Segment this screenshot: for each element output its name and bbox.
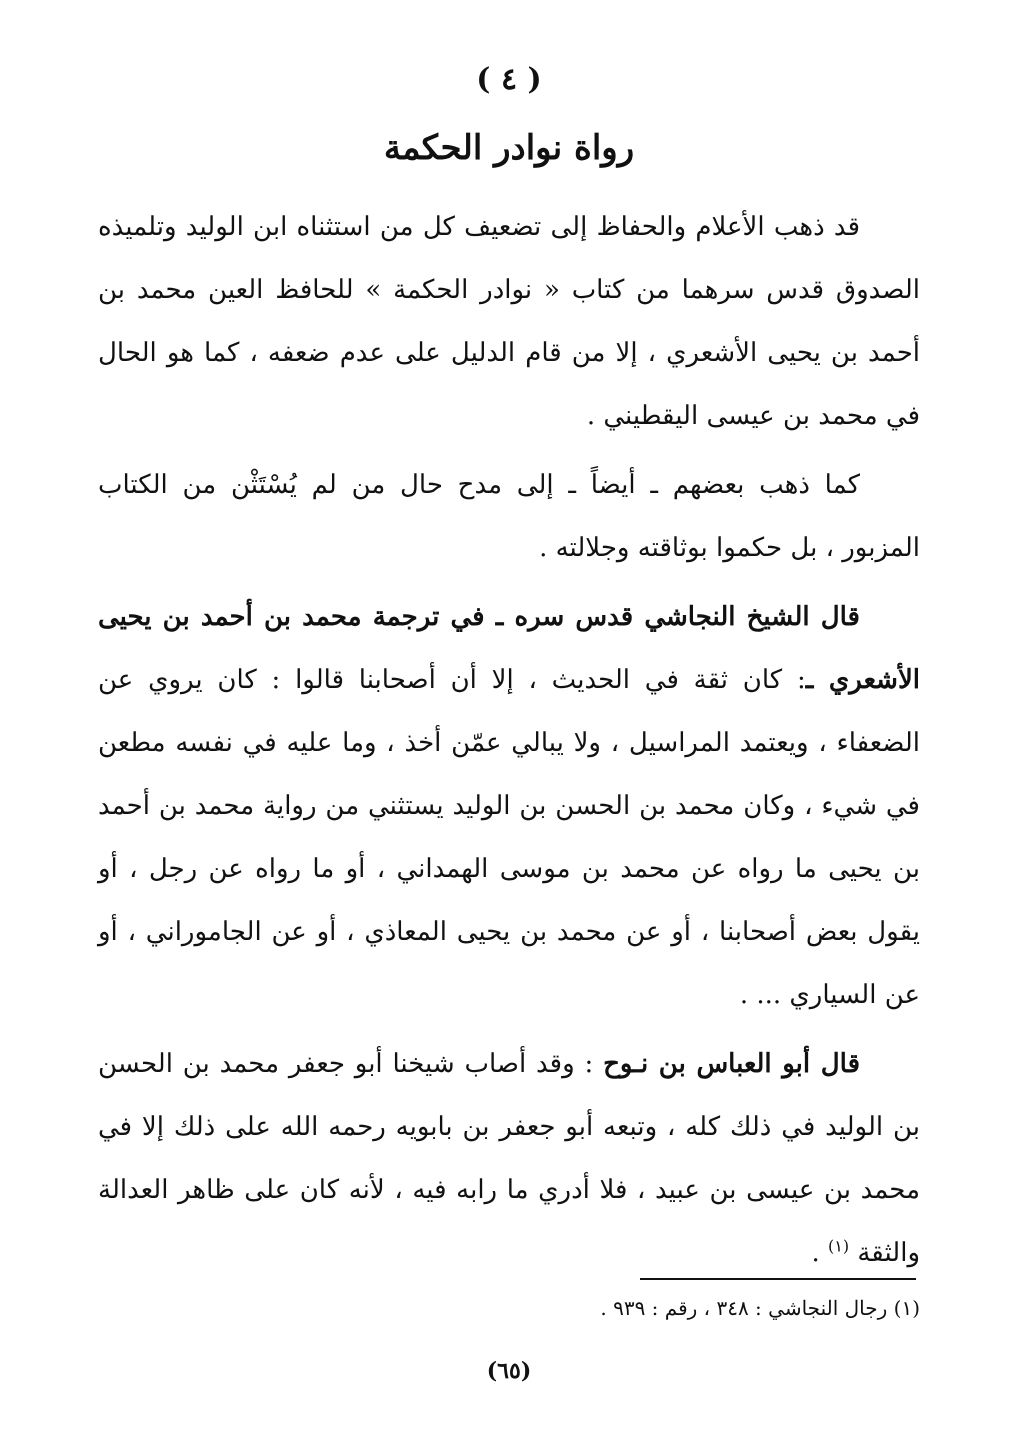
section-title: رواة نوادر الحكمة [383, 128, 635, 168]
body-text [98, 196, 920, 1291]
footnote: (١) رجال النجاشي : ٣٤٨ ، رقم : ٩٣٩ . [600, 1296, 920, 1320]
paragraph-2-text: كما ذهب بعضهم ـ أيضاً ـ إلى مدح حال من لم يُسْتَثْن من الكتاب المزبور ، بل حكموا بوثاقته وجلالته . [98, 470, 920, 563]
paragraph-3-bold: قال الشيخ النجاشي قدس سره ـ في ترجمة محمد بن أحمد بن يحيى الأشعري ـ [98, 602, 920, 695]
paragraph-3 [98, 586, 920, 1027]
paragraph-1-text: قد ذهب الأعلام والحفاظ إلى تضعيف كل من استثناه ابن الوليد وتلميذه الصدوق قدس سرهما من كتاب « نوادر الحكمة » للحافظ العين محمد بن أحمد بن يحيى الأشعري ، إلا من قام الدليل على عدم ضعفه ، كما هو الحال في محمد بن عيسى اليقطيني . [98, 212, 920, 431]
paragraph-4-bold: قال أبو العباس بن نـوح [603, 1049, 861, 1079]
section-number: ( ٤ ) [476, 62, 542, 97]
paragraph-4-text: : وقد أصاب شيخنا أبو جعفر محمد بن الحسن بن الوليد في ذلك كله ، وتبعه أبو جعفر بن بابويه رحمه الله على ذلك إلا في محمد بن عيسى بن عبيد ، فلا أدري ما رابه فيه ، لأنه كان على ظاهر العدالة والثقة [98, 1049, 920, 1268]
paragraph-2 [98, 454, 920, 580]
paragraph-3-text: : كان ثقة في الحديث ، إلا أن أصحابنا قالوا : كان يروي عن الضعفاء ، ويعتمد المراسيل ، ولا يبالي عمّن أخذ ، وما عليه في نفسه مطعن في شيء ، وكان محمد بن الحسن بن الوليد يستثني من رواية محمد بن أحمد بن يحيى ما رواه عن محمد بن موسى الهمداني ، أو ما رواه عن رجل ، أو يقول بعض أصحابنا ، أو عن محمد بن يحيى المعاذي ، أو عن الجاموراني ، أو عن السياري ... . [98, 665, 920, 1010]
paragraph-4-end: . [811, 1238, 828, 1268]
footnote-divider [640, 1278, 916, 1280]
footnote-reference[interactable]: (١) [828, 1236, 850, 1256]
paragraph-4 [98, 1033, 920, 1285]
page-number: (٦٥) [486, 1358, 532, 1384]
paragraph-1 [98, 196, 920, 448]
